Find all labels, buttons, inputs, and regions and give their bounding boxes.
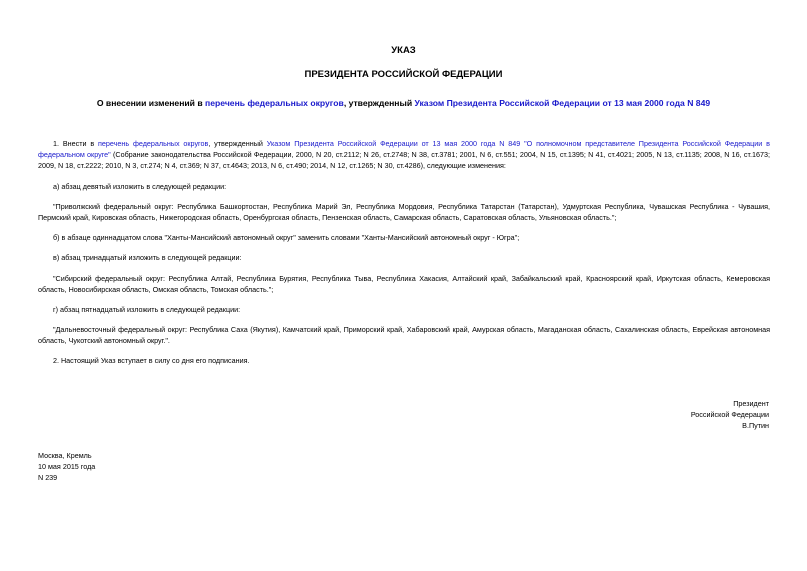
heading-text-1: О внесении изменений в xyxy=(96,98,206,108)
heading-link-districts[interactable]: перечень федеральных округов xyxy=(205,98,344,108)
place-date-block xyxy=(38,450,95,483)
paragraph-a-text: "Приволжский федеральный округ: Республика Башкортостан, Республика Марий Эл, Республика Мордовия, Республика Татарстан (Татарстан), Удмуртская Республика, Чувашская Республика - Чувашия, Пермский край, Кировская область, Нижегородская область, Оренбургская область, Пензенская область, Самарская область, Саратовская область, Ульяновская область."; xyxy=(38,202,770,222)
document-issuer: ПРЕЗИДЕНТА РОССИЙСКОЙ ФЕДЕРАЦИИ xyxy=(304,69,503,80)
heading-text-2: , утвержденный xyxy=(343,98,415,108)
place-number: N 239 xyxy=(38,473,58,482)
heading-link-decree[interactable]: Указом Президента Российской Федерации от 13 мая 2000 года N 849 xyxy=(414,98,711,108)
place-date: 10 мая 2015 года xyxy=(38,462,96,471)
paragraph-b: б) в абзаце одиннадцатом слова "Ханты-Мансийский автономный округ" заменить словами "Ханты-Мансийский автономный округ - Югра"; xyxy=(53,233,520,242)
item1-rest: (Собрание законодательства Российской Федерации, 2000, N 20, ст.2112; N 26, ст.2748; N 38, ст.3781; 2001, N 6, ст.551; 2004, N 15, ст.1395; N 41, ст.4021; 2005, N 13, ст.1135; 2008, N 16, ст.1673; 2009, N 18, ст.2222; 2010, N 3, ст.274; N 4, ст.369; N 37, ст.4643; 2013, N 6, ст.490; 2014, N 12, ст.1265; N 30, ст.4286), следующие изменения: xyxy=(38,150,770,170)
paragraph-v-label: в) абзац тринадцатый изложить в следующей редакции: xyxy=(53,253,242,262)
document-title: УКАЗ xyxy=(391,45,416,56)
signature-country: Российской Федерации xyxy=(690,410,769,419)
paragraph-item-1 xyxy=(38,138,770,171)
item1-link-decree[interactable]: Указом Президента Российской Федерации от 13 мая 2000 года N 849 "О полномочном представителе Президента Российской Федерации в федеральном округе" xyxy=(38,139,770,159)
signature-block xyxy=(691,398,769,431)
item1-mid: , утвержденный xyxy=(208,139,267,148)
signature-title: Президент xyxy=(733,399,769,408)
item1-prefix: 1. Внести в xyxy=(53,139,98,148)
signature-name: В.Путин xyxy=(742,421,769,430)
paragraph-g-text: "Дальневосточный федеральный округ: Республика Саха (Якутия), Камчатский край, Приморский край, Хабаровский край, Амурская область, Магаданская область, Сахалинская область, Еврейская автономная область, Чукотский автономный округ.". xyxy=(38,325,770,345)
paragraph-item-2: 2. Настоящий Указ вступает в силу со дня его подписания. xyxy=(53,356,250,365)
paragraph-g-label: г) абзац пятнадцатый изложить в следующей редакции: xyxy=(53,305,241,314)
paragraph-a-label: а) абзац девятый изложить в следующей редакции: xyxy=(53,182,227,191)
item1-link-districts[interactable]: перечень федеральных округов xyxy=(98,139,209,148)
document-heading xyxy=(0,98,807,108)
place-location: Москва, Кремль xyxy=(38,451,92,460)
paragraph-v-text: "Сибирский федеральный округ: Республика Алтай, Республика Бурятия, Республика Тыва, Республика Хакасия, Алтайский край, Забайкальский край, Красноярский край, Иркутская область, Кемеровская область, Новосибирская область, Омская область, Томская область."; xyxy=(38,274,770,294)
